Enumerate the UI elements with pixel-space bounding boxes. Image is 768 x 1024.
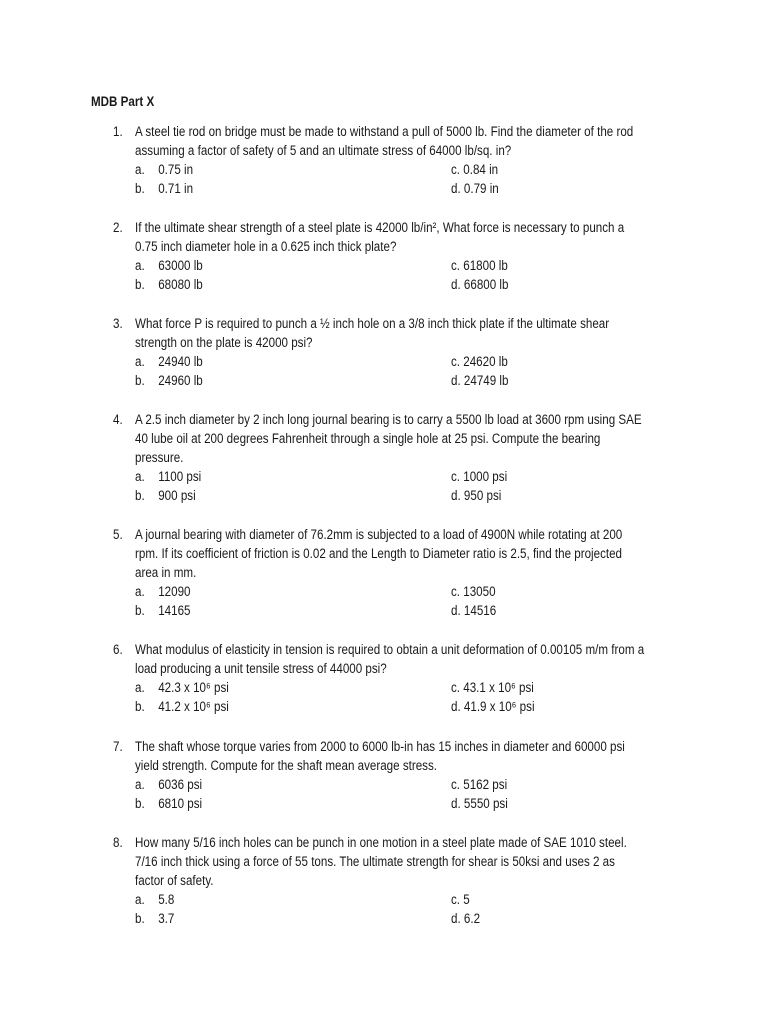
option-text: 24940 lb [158,354,203,369]
option-text: 12090 [158,584,191,599]
question-text-line: assuming a factor of safety of 5 and an ultimate stress of 64000 lb/sq. in? [135,143,512,158]
option-c: c. 43.1 x 10⁶ psi [451,680,534,695]
question-number: 7. [113,739,123,754]
option-text: 42.3 x 10⁶ psi [158,680,229,695]
option-letter: b. [135,796,145,811]
option-letter: b. [135,488,145,503]
question-text-line: 7/16 inch thick using a force of 55 tons. The ultimate strength for shear is 50ksi and uses 2 as [135,854,615,869]
option-b [135,794,202,813]
question-text-line: area in mm. [135,565,197,580]
question-number: 2. [113,220,123,235]
option-text: 24960 lb [158,373,203,388]
option-letter: a. [135,469,145,484]
option-text: 1100 psi [158,469,202,484]
option-a [135,890,174,909]
option-b [135,275,203,294]
option-letter: b. [135,911,145,926]
option-c: c. 24620 lb [451,354,508,369]
option-letter: a. [135,777,145,792]
question-number: 3. [113,316,123,331]
question-number: 4. [113,412,123,427]
question-text-line: pressure. [135,450,184,465]
question-text-line: If the ultimate shear strength of a steel plate is 42000 lb/in², What force is necessary to punch a [135,220,625,235]
option-text: 900 psi [158,488,196,503]
option-text: 63000 lb [158,258,203,273]
question-number: 6. [113,642,123,657]
question-text-line: rpm. If its coefficient of friction is 0.02 and the Length to Diameter ratio is 2.5, find the projected [135,546,623,561]
question-text-line: How many 5/16 inch holes can be punch in one motion in a steel plate made of SAE 1010 steel. [135,835,627,850]
question-text-line: strength on the plate is 42000 psi? [135,335,313,350]
option-b [135,909,174,928]
option-c: c. 1000 psi [451,469,508,484]
option-a [135,467,201,486]
option-letter: a. [135,258,145,273]
option-a [135,582,191,601]
option-letter: a. [135,680,145,695]
question-text-line: What modulus of elasticity in tension is required to obtain a unit deformation of 0.00105 m/m from a [135,642,645,657]
option-b [135,486,196,505]
option-d: d. 0.79 in [451,181,499,196]
option-text: 68080 lb [158,277,203,292]
question-number: 5. [113,527,123,542]
option-d: d. 950 psi [451,488,502,503]
option-text: 5.8 [158,892,175,907]
option-text: 0.75 in [158,162,194,177]
option-letter: b. [135,181,145,196]
question-text-line: What force P is required to punch a ½ inch hole on a 3/8 inch thick plate if the ultimate shear [135,316,610,331]
option-text: 3.7 [158,911,175,926]
question-number: 8. [113,835,123,850]
option-letter: a. [135,892,145,907]
question-text-line: yield strength. Compute for the shaft mean average stress. [135,758,438,773]
option-letter: b. [135,699,145,714]
option-d: d. 41.9 x 10⁶ psi [451,699,535,714]
option-d: d. 5550 psi [451,796,508,811]
option-a [135,775,202,794]
question-text-line: A journal bearing with diameter of 76.2mm is subjected to a load of 4900N while rotating at 200 [135,527,623,542]
option-b [135,371,203,390]
option-letter: a. [135,162,145,177]
option-text: 41.2 x 10⁶ psi [158,699,229,714]
question-text-line: load producing a unit tensile stress of 44000 psi? [135,661,387,676]
option-letter: a. [135,354,145,369]
option-d: d. 24749 lb [451,373,509,388]
option-letter: b. [135,603,145,618]
question-text-line: The shaft whose torque varies from 2000 to 6000 lb-in has 15 inches in diameter and 60000 psi [135,739,625,754]
option-c: c. 5162 psi [451,777,508,792]
option-c: c. 5 [451,892,470,907]
question-text-line: A 2.5 inch diameter by 2 inch long journal bearing is to carry a 5500 lb load at 3600 rpm using SAE [135,412,642,427]
option-letter: b. [135,373,145,388]
option-text: 6036 psi [158,777,203,792]
option-letter: a. [135,584,145,599]
option-c: c. 61800 lb [451,258,508,273]
option-c: c. 13050 [451,584,496,599]
option-letter: b. [135,277,145,292]
option-d: d. 66800 lb [451,277,509,292]
option-a [135,256,203,275]
option-text: 6810 psi [158,796,203,811]
option-d: d. 14516 [451,603,497,618]
option-a [135,678,229,697]
question-number: 1. [113,124,123,139]
option-b [135,601,191,620]
question-text-line: A steel tie rod on bridge must be made to withstand a pull of 5000 lb. Find the diameter of the rod [135,124,634,139]
question-text-line: 40 lube oil at 200 degrees Fahrenheit through a single hole at 25 psi. Compute the bearing [135,431,601,446]
option-b [135,697,229,716]
option-b [135,179,193,198]
document-title: MDB Part X [91,94,155,109]
option-c: c. 0.84 in [451,162,499,177]
option-text: 14165 [158,603,191,618]
option-a [135,160,193,179]
question-text-line: 0.75 inch diameter hole in a 0.625 inch thick plate? [135,239,397,254]
option-d: d. 6.2 [451,911,481,926]
option-a [135,352,203,371]
option-text: 0.71 in [158,181,194,196]
question-text-line: factor of safety. [135,873,214,888]
